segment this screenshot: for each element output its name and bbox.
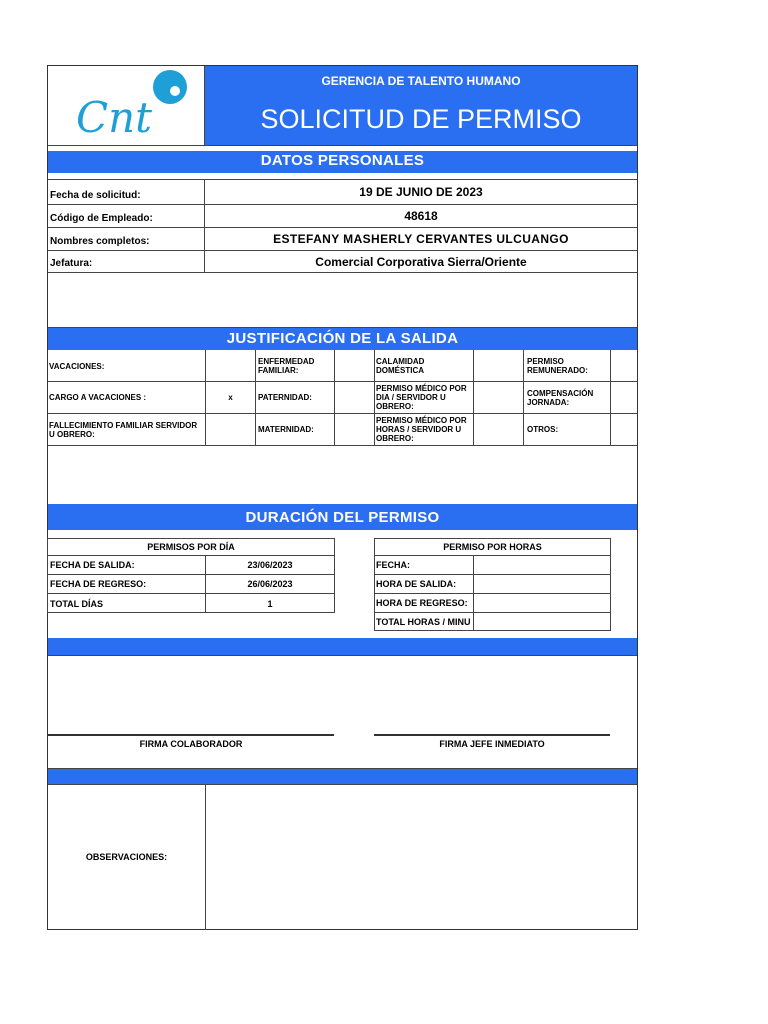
row-line xyxy=(48,445,637,446)
justification-checkbox[interactable] xyxy=(206,414,255,445)
svg-text:Cnt: Cnt xyxy=(76,93,153,142)
justification-checkbox[interactable] xyxy=(474,414,523,445)
separator-bar xyxy=(48,769,637,784)
duration-section-title: DURACIÓN DEL PERMISO xyxy=(245,509,440,526)
departure-date-label: FECHA DE SALIDA: xyxy=(50,560,135,570)
justification-label: PERMISO MÉDICO POR DIA / SERVIDOR U OBRERO: xyxy=(376,384,467,411)
justification-label: ENFERMEDAD FAMILIAR: xyxy=(258,357,315,375)
duration-section-header xyxy=(48,504,637,530)
collaborator-signature-line[interactable] xyxy=(48,734,334,736)
hours-date-label: FECHA: xyxy=(376,560,410,570)
header-bottom-line xyxy=(48,145,637,146)
justification-checkbox[interactable] xyxy=(335,351,374,381)
justification-label: PATERNIDAD: xyxy=(258,393,312,402)
justification-section-header xyxy=(48,328,637,350)
justification-label: OTROS: xyxy=(527,425,559,434)
cnt-logo-icon xyxy=(48,66,204,145)
request-date-value: 19 DE JUNIO DE 2023 xyxy=(359,185,483,199)
header-banner xyxy=(205,66,637,145)
total-hours-value[interactable] xyxy=(474,613,610,631)
justification-checkbox[interactable] xyxy=(611,351,637,381)
departure-time-label: HORA DE SALIDA: xyxy=(376,579,457,589)
return-date-label: FECHA DE REGRESO: xyxy=(50,579,147,589)
hours-date-value[interactable] xyxy=(474,556,610,574)
col-line xyxy=(374,350,375,445)
justification-checkbox[interactable] xyxy=(611,382,637,413)
justification-checkbox[interactable] xyxy=(611,414,637,445)
return-time-value[interactable] xyxy=(474,594,610,612)
department-head-value: Comercial Corporativa Sierra/Oriente xyxy=(315,254,527,269)
justification-label: FALLECIMIENTO FAMILIAR SERVIDOR U OBRERO: xyxy=(49,420,198,439)
total-days-value[interactable]: 1 xyxy=(267,598,273,609)
boss-signature-line[interactable] xyxy=(374,734,610,736)
department-head-label: Jefatura: xyxy=(50,258,93,269)
request-date-label: Fecha de solicitud: xyxy=(50,189,141,201)
personal-section-title: DATOS PERSONALES xyxy=(260,152,425,169)
employee-code-value: 48618 xyxy=(404,209,438,223)
justification-label: PERMISO MÉDICO POR HORAS / SERVIDOR U OBRERO: xyxy=(376,416,467,443)
col-line xyxy=(255,350,256,445)
justification-label: MATERNIDAD: xyxy=(258,425,314,434)
full-name-value: ESTEFANY MASHERLY CERVANTES ULCUANGO xyxy=(273,232,569,246)
departure-time-value[interactable] xyxy=(474,575,610,593)
row-line xyxy=(48,655,637,656)
separator-bar xyxy=(48,638,637,655)
departure-date-value[interactable]: 23/06/2023 xyxy=(247,560,293,570)
justification-checkbox[interactable] xyxy=(206,351,255,381)
justification-checkbox[interactable] xyxy=(335,382,374,413)
justification-section-title: JUSTIFICACIÓN DE LA SALIDA xyxy=(226,330,459,347)
return-time-label: HORA DE REGRESO: xyxy=(376,598,468,608)
total-hours-label: TOTAL HORAS / MINU xyxy=(376,617,471,627)
justification-checkbox[interactable] xyxy=(474,382,523,413)
justification-checkbox[interactable] xyxy=(335,414,374,445)
justification-checkbox[interactable] xyxy=(474,351,523,381)
justification-label: COMPENSACIÓN JORNADA: xyxy=(527,388,594,407)
observations-field[interactable] xyxy=(206,785,637,929)
employee-code-label: Código de Empleado: xyxy=(50,212,153,224)
total-days-label: TOTAL DÍAS xyxy=(50,598,104,609)
hours-table-header: PERMISO POR HORAS xyxy=(443,542,542,552)
department-name: GERENCIA DE TALENTO HUMANO xyxy=(321,74,521,88)
boss-signature-label: FIRMA JEFE INMEDIATO xyxy=(439,739,545,749)
justification-checkbox[interactable]: x xyxy=(228,393,233,402)
page-title: SOLICITUD DE PERMISO xyxy=(260,104,582,134)
row-line xyxy=(48,272,637,273)
justification-label: CALAMIDAD DOMÉSTICA xyxy=(376,357,425,375)
justification-label: PERMISO REMUNERADO: xyxy=(527,357,588,375)
full-name-label: Nombres completos: xyxy=(50,235,150,247)
collaborator-signature-label: FIRMA COLABORADOR xyxy=(139,739,243,749)
logo xyxy=(48,66,204,145)
return-date-value[interactable]: 26/06/2023 xyxy=(247,579,293,589)
col-line xyxy=(523,350,524,445)
days-table-header: PERMISOS POR DÍA xyxy=(147,542,235,552)
justification-label: CARGO A VACACIONES : xyxy=(49,393,147,402)
justification-label: VACACIONES: xyxy=(49,361,105,371)
observations-label: OBSERVACIONES: xyxy=(85,852,168,862)
personal-section-header xyxy=(48,151,637,173)
